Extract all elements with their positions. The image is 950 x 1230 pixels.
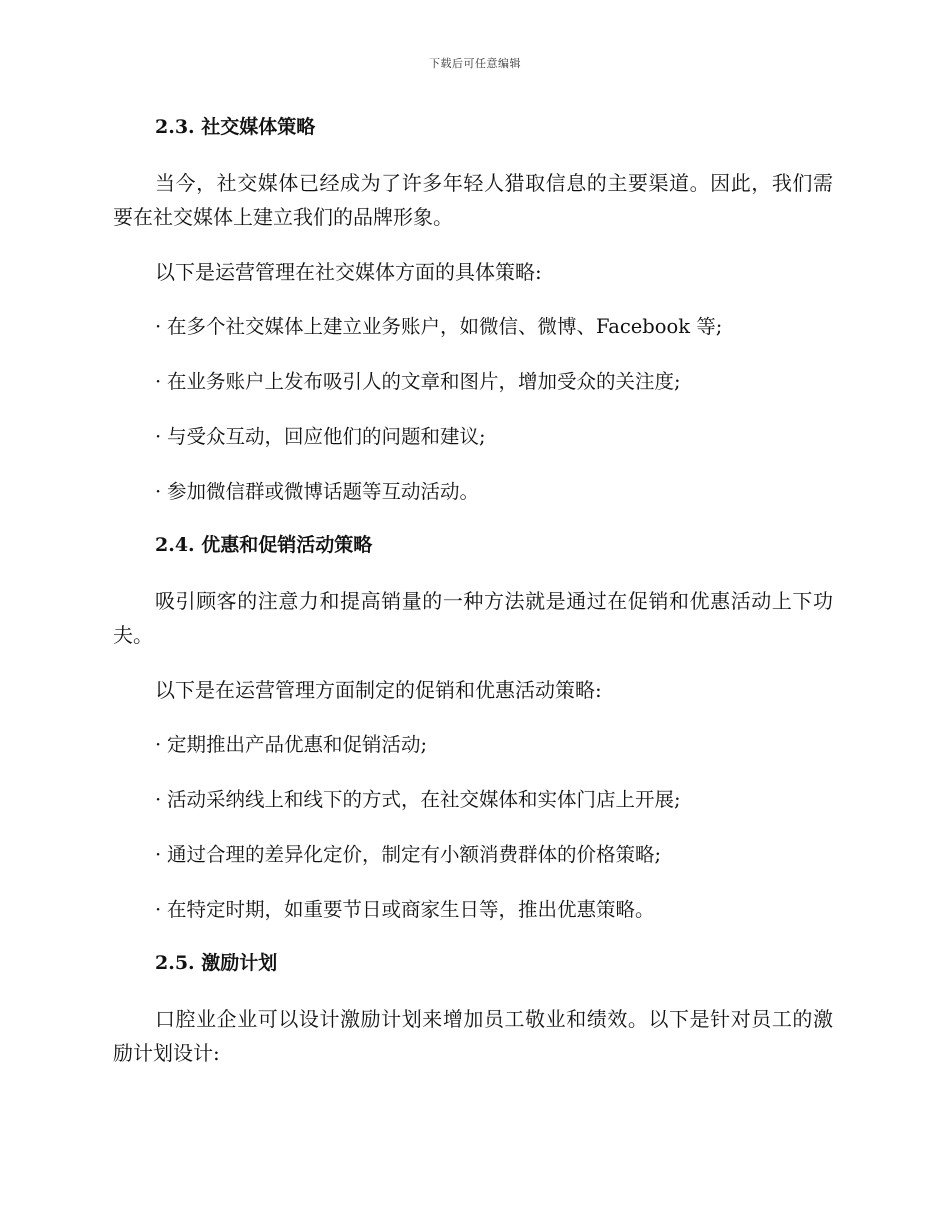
list-item <box>113 475 833 509</box>
section-heading-incentive-plan: 2.5. 激励计划 <box>155 952 278 974</box>
list-item-text: 与受众互动，回应他们的问题和建议; <box>167 425 486 448</box>
list-item-text: 通过合理的差异化定价，制定有小额消费群体的价格策略; <box>167 843 662 866</box>
list-item-text: 在多个社交媒体上建立业务账户，如微信、微博、Facebook 等; <box>167 315 723 338</box>
paragraph: 口腔业企业可以设计激励计划来增加员工敬业和绩效。以下是针对员工的激励计划设计: <box>113 1007 833 1065</box>
list-item-text: 定期推出产品优惠和促销活动; <box>167 733 428 756</box>
list-item <box>113 893 833 927</box>
list-item <box>113 420 833 454</box>
paragraph: 以下是运营管理在社交媒体方面的具体策略: <box>155 260 542 284</box>
list-item-text: 在业务账户上发布吸引人的文章和图片，增加受众的关注度; <box>167 370 681 393</box>
bullet-icon: · <box>155 788 162 811</box>
list-item <box>113 838 833 872</box>
bullet-icon: · <box>155 733 162 756</box>
document-body <box>113 112 833 1091</box>
bullet-icon: · <box>155 425 162 448</box>
list-item-text: 参加微信群或微博话题等互动活动。 <box>167 480 480 503</box>
bullet-icon: · <box>155 315 162 338</box>
list-item-text: 活动采纳线上和线下的方式，在社交媒体和实体门店上开展; <box>167 788 681 811</box>
paragraph: 当今，社交媒体已经成为了许多年轻人猎取信息的主要渠道。因此，我们需要在社交媒体上建立我们的品牌形象。 <box>113 171 833 229</box>
list-item <box>113 728 833 762</box>
bullet-icon: · <box>155 843 162 866</box>
section-heading-promotions: 2.4. 优惠和促销活动策略 <box>155 534 373 556</box>
list-item <box>113 310 833 344</box>
list-item <box>113 365 833 399</box>
paragraph: 吸引顾客的注意力和提高销量的一种方法就是通过在促销和优惠活动上下功夫。 <box>113 589 833 647</box>
list-item-text: 在特定时期，如重要节日或商家生日等，推出优惠策略。 <box>167 898 655 921</box>
paragraph: 以下是在运营管理方面制定的促销和优惠活动策略: <box>155 678 602 702</box>
section-heading-social-media: 2.3. 社交媒体策略 <box>155 116 316 138</box>
bullet-icon: · <box>155 480 162 503</box>
bullet-icon: · <box>155 898 162 921</box>
bullet-icon: · <box>155 370 162 393</box>
page-header: 下载后可任意编辑 <box>429 57 521 70</box>
list-item <box>113 783 833 817</box>
